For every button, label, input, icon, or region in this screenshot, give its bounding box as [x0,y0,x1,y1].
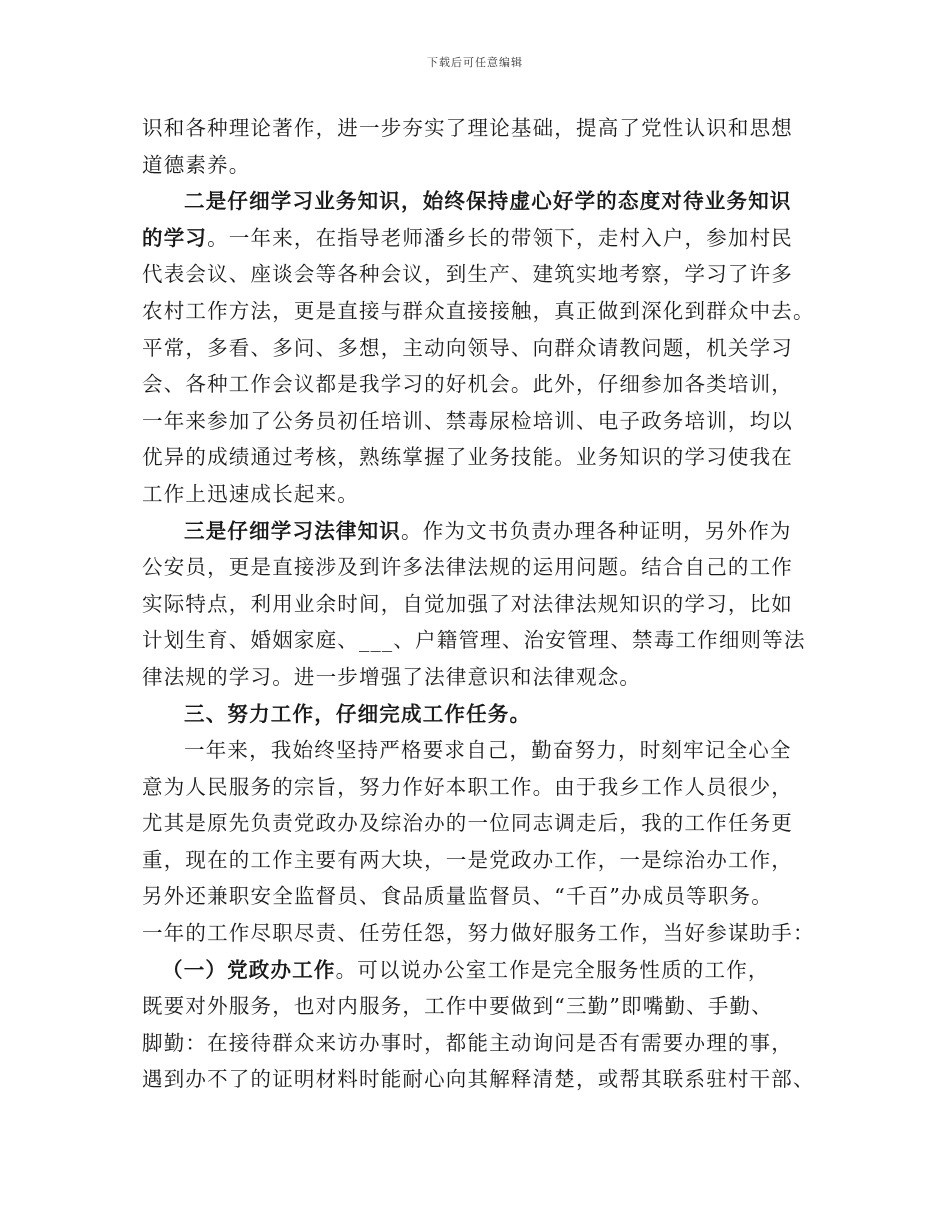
text-line: 公安员，更是直接涉及到许多法律法规的运用问题。结合自己的工作 [142,555,793,580]
text-line: 计划生育、婚姻家庭、___、户籍管理、治安管理、禁毒工作细则等法 [142,628,806,653]
text-line: 一年来参加了公务员初任培训、禁毒尿检培训、电子政务培训，均以 [142,408,793,433]
text-line: 识和各种理论著作，进一步夯实了理论基础，提高了党性认识和思想 [142,116,793,140]
text-line: 律法规的学习。进一步增强了法律意识和法律观念。 [142,664,642,689]
text-line: 农村工作方法，更是直接与群众直接接触，真正做到深化到群众中去。 [142,298,815,323]
text-line: 的学习。一年来，在指导老师潘乡长的带领下，走村入户，参加村民 [142,225,794,250]
text-line: 会、各种工作会议都是我学习的好机会。此外，仔细参加各类培训， [142,372,793,397]
text-line: 实际特点，利用业余时间，自觉加强了对法律法规知识的学习，比如 [142,591,793,616]
text-line: 一年来，我始终坚持严格要求自己，勤奋努力，时刻牢记全心全 [184,738,792,763]
text-line: 工作上迅速成长起来。 [142,481,359,506]
text-line: 重，现在的工作主要有两大块，一是党政办工作，一是综治办工作， [142,847,793,872]
text-line: 优异的成绩通过考核，熟练掌握了业务技能。业务知识的学习使我在 [142,445,793,470]
text-line: 一年的工作尽职尽责、任劳任怨，努力做好服务工作，当好参谋助手： [142,921,815,946]
text-line: 另外还兼职安全监督员、食品质量监督员、“千百”办成员等职务。 [142,884,773,909]
page-header: 下载后可任意编辑 [427,56,523,69]
text-line: 尤其是原先负责党政办及综治办的一位同志调走后，我的工作任务更 [142,811,793,836]
section-heading-3: 三是仔细学习法律知识。作为文书负责办理各种证明，另外作为 [184,518,792,543]
text-line: 脚勤：在接待群众来访办事时，都能主动询问是否有需要办理的事， [142,1030,793,1055]
section-heading-2: 二是仔细学习业务知识，始终保持虚心好学的态度对待业务知识 [184,189,792,214]
chapter-heading: 三、努力工作，仔细完成工作任务。 [184,701,532,726]
text-line: 既要对外服务，也对内服务，工作中要做到“三勤”即嘴勤、手勤、 [142,994,773,1019]
document-body [142,110,822,1098]
text-line: 意为人民服务的宗旨，努力作好本职工作。由于我乡工作人员很少， [142,774,793,799]
text-line: 遇到办不了的证明材料时能耐心向其解释清楚，或帮其联系驻村干部、 [142,1067,815,1092]
text-line: 代表会议、座谈会等各种会议，到生产、建筑实地考察，学习了许多 [142,262,793,287]
text-line: 平常，多看、多问、多想，主动向领导、向群众请教问题，机关学习 [142,335,793,360]
text-line: 道德素养。 [142,152,251,177]
subsection-heading: （一）党政办工作。可以说办公室工作是完全服务性质的工作， [162,957,770,982]
